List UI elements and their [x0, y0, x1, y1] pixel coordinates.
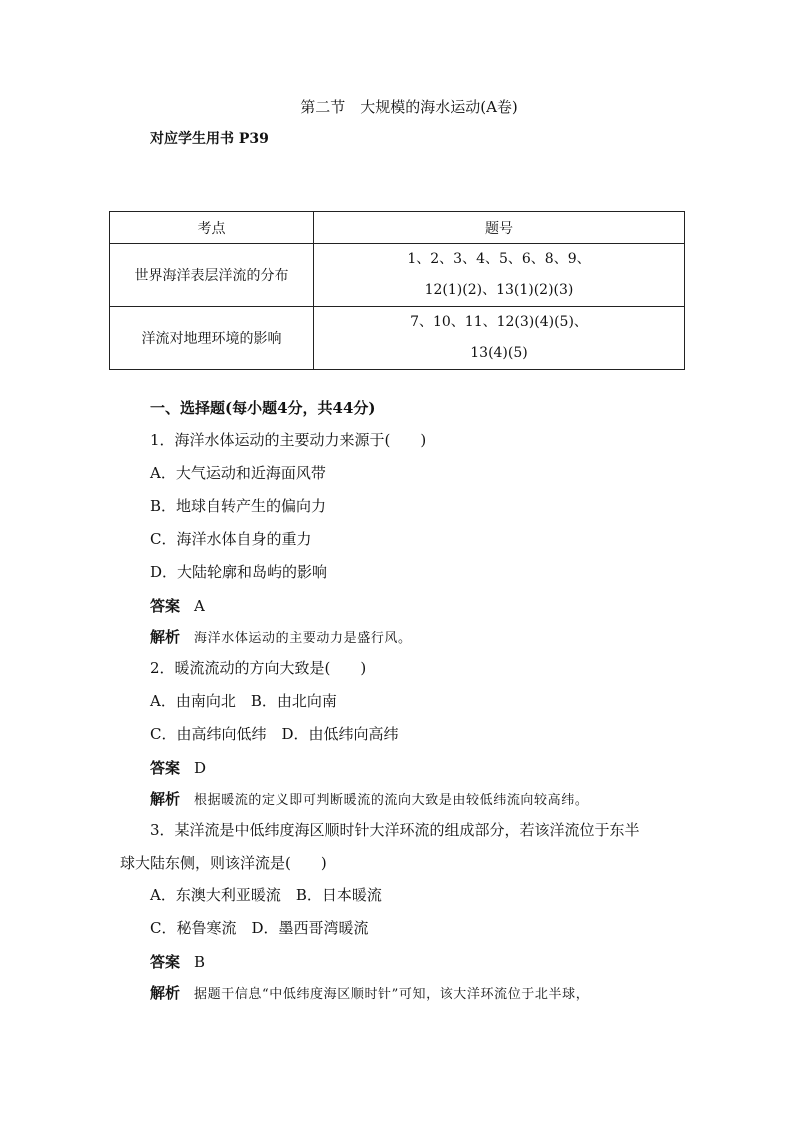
analysis-label: 解析: [150, 984, 181, 1002]
table-cell-numbers-line: 1、2、3、4、5、6、8、9、: [407, 251, 591, 267]
analysis-label: 解析: [150, 790, 181, 808]
question-option: C．秘鲁寒流 D．墨西哥湾暖流: [150, 919, 369, 937]
answer-line: [150, 595, 205, 616]
page-title: 第二节 大规模的海水运动(A卷): [300, 98, 518, 116]
question-option: B．地球自转产生的偏向力: [150, 497, 327, 515]
question-option: C．海洋水体自身的重力: [150, 530, 312, 548]
analysis-label: 解析: [150, 628, 181, 646]
answer-line: [150, 757, 206, 778]
answer-label: 答案: [150, 759, 181, 777]
textbook-page-reference: 对应学生用书 P39: [150, 131, 269, 147]
table-cell-numbers-line: 12(1)(2)、13(1)(2)(3): [424, 282, 574, 298]
table-header-numbers: 题号: [314, 212, 685, 244]
table-cell-numbers-line: 7、10、11、12(3)(4)(5)、: [410, 314, 588, 330]
table-row: [110, 244, 685, 307]
analysis-line: [150, 626, 412, 647]
answer-value: D: [194, 759, 207, 777]
table-header-topic: 考点: [110, 212, 314, 244]
answer-line: [150, 951, 205, 972]
analysis-line: [150, 788, 588, 809]
table-row: [110, 307, 685, 370]
analysis-text: 据题干信息“中低纬度海区顺时针”可知，该大洋环流位于北半球，: [194, 987, 590, 1002]
table-header-row: [110, 212, 685, 244]
analysis-text: 海洋水体运动的主要动力是盛行风。: [194, 631, 412, 646]
exam-points-table: [109, 211, 685, 370]
question-stem: 2．暖流流动的方向大致是( ): [150, 659, 367, 677]
question-stem: 3．某洋流是中低纬度海区顺时针大洋环流的组成部分，若该洋流位于东半: [150, 821, 640, 839]
table-cell-numbers: [314, 307, 685, 370]
question-option: A．由南向北 B．由北向南: [150, 692, 337, 710]
table-cell-numbers-line: 13(4)(5): [470, 345, 528, 361]
section-heading: 一、选择题(每小题4分，共44分): [150, 399, 376, 417]
answer-label: 答案: [150, 597, 181, 615]
question-stem-continued: 球大陆东侧，则该洋流是( ): [120, 854, 327, 872]
answer-value: B: [194, 953, 206, 971]
question-option: A．大气运动和近海面风带: [150, 464, 326, 482]
question-option: A．东澳大利亚暖流 B．日本暖流: [150, 886, 382, 904]
analysis-line: [150, 982, 589, 1003]
question-option: C．由高纬向低纬 D．由低纬向高纬: [150, 725, 399, 743]
answer-value: A: [194, 597, 205, 615]
analysis-text: 根据暖流的定义即可判断暖流的流向大致是由较低纬流向较高纬。: [194, 793, 589, 808]
answer-label: 答案: [150, 953, 181, 971]
question-option: D．大陆轮廓和岛屿的影响: [150, 563, 328, 581]
table-cell-numbers: [314, 244, 685, 307]
question-stem: 1．海洋水体运动的主要动力来源于( ): [150, 431, 427, 449]
table-cell-topic: 洋流对地理环境的影响: [110, 307, 314, 370]
table-cell-topic: 世界海洋表层洋流的分布: [110, 244, 314, 307]
